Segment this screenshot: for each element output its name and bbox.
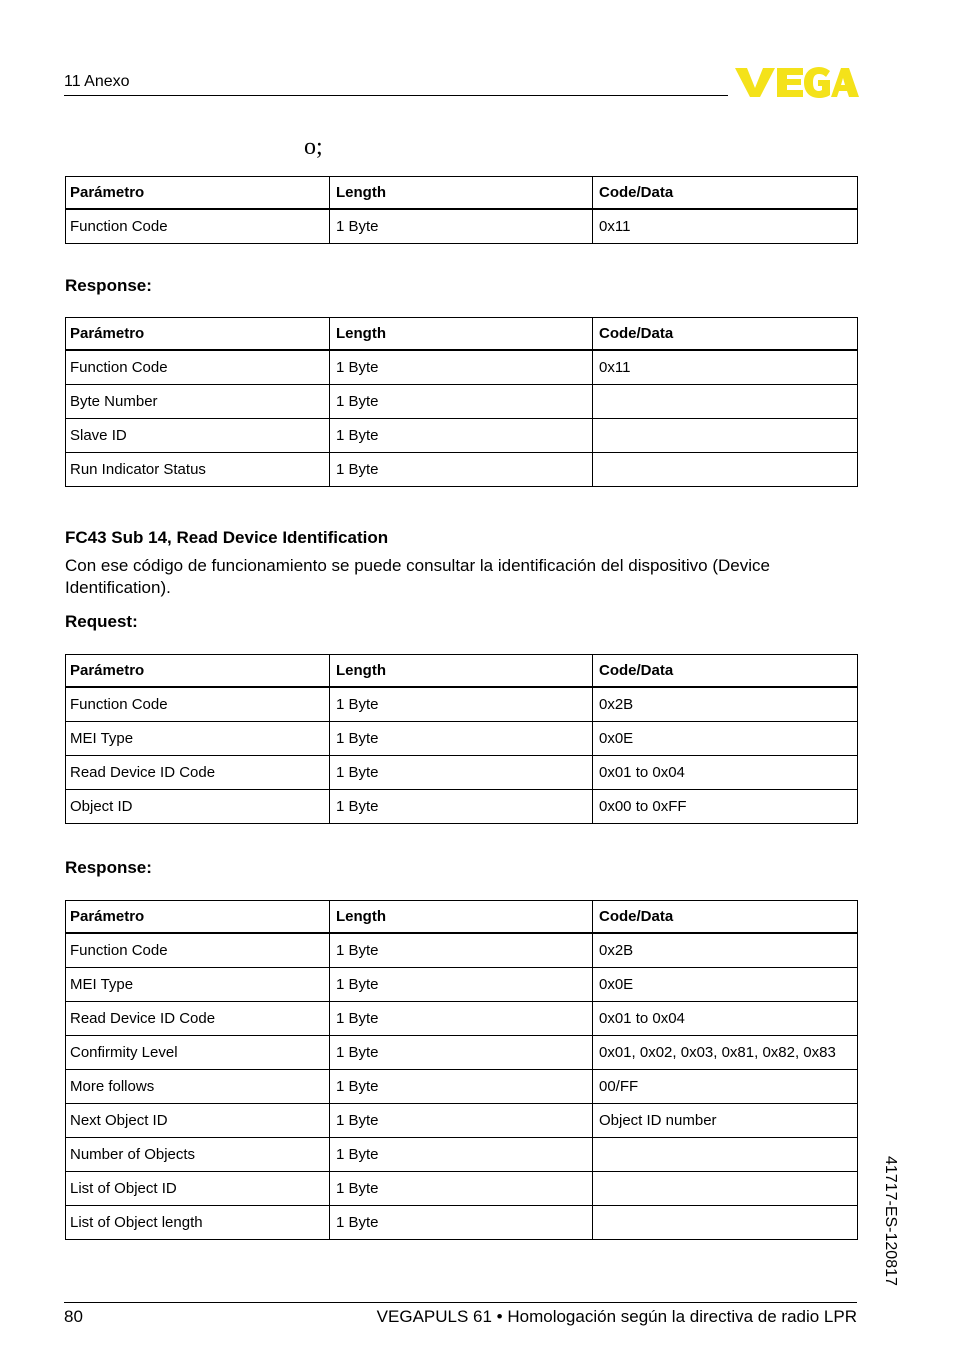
function-code-table — [65, 176, 858, 244]
table-cell: Next Object ID — [66, 1104, 330, 1138]
table-cell: 1 Byte — [330, 1138, 593, 1172]
table-row — [66, 968, 858, 1002]
header-cell: Parámetro — [66, 177, 330, 210]
fc43-description: Con ese código de funcionamiento se puede consultar la identificación del dispositivo (Device Identification). — [65, 556, 770, 597]
header-cell: Code/Data — [593, 901, 858, 934]
table-row — [66, 453, 858, 487]
table-row — [66, 209, 858, 244]
table-cell — [593, 385, 858, 419]
page-number: 80 — [64, 1307, 83, 1326]
response-label: Response: — [65, 858, 152, 877]
device-id-response-table — [65, 900, 858, 1240]
header-cell: Length — [330, 177, 593, 210]
header-cell: Parámetro — [66, 318, 330, 351]
table-cell: Object ID — [66, 790, 330, 824]
table-row — [66, 687, 858, 722]
table-cell: Run Indicator Status — [66, 453, 330, 487]
table-row — [66, 756, 858, 790]
table-cell: 0x01, 0x02, 0x03, 0x81, 0x82, 0x83 — [593, 1036, 858, 1070]
table-row — [66, 385, 858, 419]
table-cell: Read Device ID Code — [66, 756, 330, 790]
response-table — [65, 317, 858, 487]
table-header-row — [66, 655, 858, 688]
table-cell: Read Device ID Code — [66, 1002, 330, 1036]
table-cell: 0x01 to 0x04 — [593, 1002, 858, 1036]
header-cell: Length — [330, 318, 593, 351]
table-cell: 1 Byte — [330, 419, 593, 453]
request-label: Request: — [65, 612, 138, 631]
table-cell: Confirmity Level — [66, 1036, 330, 1070]
table-cell: 1 Byte — [330, 1002, 593, 1036]
table-cell: Function Code — [66, 687, 330, 722]
table-row — [66, 1002, 858, 1036]
table-cell: Slave ID — [66, 419, 330, 453]
table-cell — [593, 1138, 858, 1172]
table-cell: 0x11 — [593, 350, 858, 385]
table-cell: Number of Objects — [66, 1138, 330, 1172]
table-cell: 1 Byte — [330, 687, 593, 722]
vega-logo — [735, 64, 859, 100]
table-cell: 1 Byte — [330, 350, 593, 385]
request-table — [65, 654, 858, 824]
table-cell: More follows — [66, 1070, 330, 1104]
section-header: 11 Anexo — [64, 72, 728, 96]
table-cell — [593, 419, 858, 453]
table-header-row — [66, 177, 858, 210]
table-row — [66, 933, 858, 968]
table-cell: 1 Byte — [330, 968, 593, 1002]
response-label: Response: — [65, 276, 152, 295]
table-row — [66, 1172, 858, 1206]
footer-title: VEGAPULS 61 • Homologación según la directiva de radio LPR — [376, 1307, 857, 1326]
table-cell — [593, 1172, 858, 1206]
table-cell — [593, 453, 858, 487]
table-row — [66, 722, 858, 756]
header-cell: Length — [330, 901, 593, 934]
table-row — [66, 1206, 858, 1240]
table-row — [66, 419, 858, 453]
table-row — [66, 1138, 858, 1172]
document-code: 41717-ES-120817 — [882, 1156, 899, 1286]
table-cell: 00/FF — [593, 1070, 858, 1104]
table-header-row — [66, 318, 858, 351]
table-cell: 1 Byte — [330, 1172, 593, 1206]
table-row — [66, 1036, 858, 1070]
table-cell: 1 Byte — [330, 385, 593, 419]
table-cell — [593, 1206, 858, 1240]
table-cell: MEI Type — [66, 968, 330, 1002]
table-cell: 1 Byte — [330, 453, 593, 487]
table-row — [66, 350, 858, 385]
table-row — [66, 790, 858, 824]
table-cell: Object ID number — [593, 1104, 858, 1138]
table-cell: Byte Number — [66, 385, 330, 419]
table-row — [66, 1070, 858, 1104]
table-cell: 0x0E — [593, 722, 858, 756]
table-cell: 1 Byte — [330, 722, 593, 756]
table-cell: 1 Byte — [330, 1070, 593, 1104]
header-cell: Parámetro — [66, 901, 330, 934]
table-cell: 0x00 to 0xFF — [593, 790, 858, 824]
stray-glyph: o; — [304, 134, 323, 160]
table-cell: 1 Byte — [330, 756, 593, 790]
table-cell: Function Code — [66, 350, 330, 385]
table-cell: 0x0E — [593, 968, 858, 1002]
footer-divider — [64, 1302, 857, 1303]
table-cell: 1 Byte — [330, 1036, 593, 1070]
header-cell: Parámetro — [66, 655, 330, 688]
header-cell: Code/Data — [593, 655, 858, 688]
table-cell: 0x01 to 0x04 — [593, 756, 858, 790]
table-cell: 1 Byte — [330, 209, 593, 244]
header-cell: Code/Data — [593, 177, 858, 210]
table-cell: 1 Byte — [330, 790, 593, 824]
table-cell: MEI Type — [66, 722, 330, 756]
header-cell: Length — [330, 655, 593, 688]
table-cell: 1 Byte — [330, 933, 593, 968]
table-cell: 1 Byte — [330, 1206, 593, 1240]
header-cell: Code/Data — [593, 318, 858, 351]
table-cell: 0x2B — [593, 933, 858, 968]
table-row — [66, 1104, 858, 1138]
table-cell: 0x2B — [593, 687, 858, 722]
table-cell: Function Code — [66, 933, 330, 968]
table-cell: List of Object ID — [66, 1172, 330, 1206]
table-header-row — [66, 901, 858, 934]
table-cell: 0x11 — [593, 209, 858, 244]
table-cell: 1 Byte — [330, 1104, 593, 1138]
fc43-heading: FC43 Sub 14, Read Device Identification — [65, 528, 389, 547]
table-cell: List of Object length — [66, 1206, 330, 1240]
table-cell: Function Code — [66, 209, 330, 244]
